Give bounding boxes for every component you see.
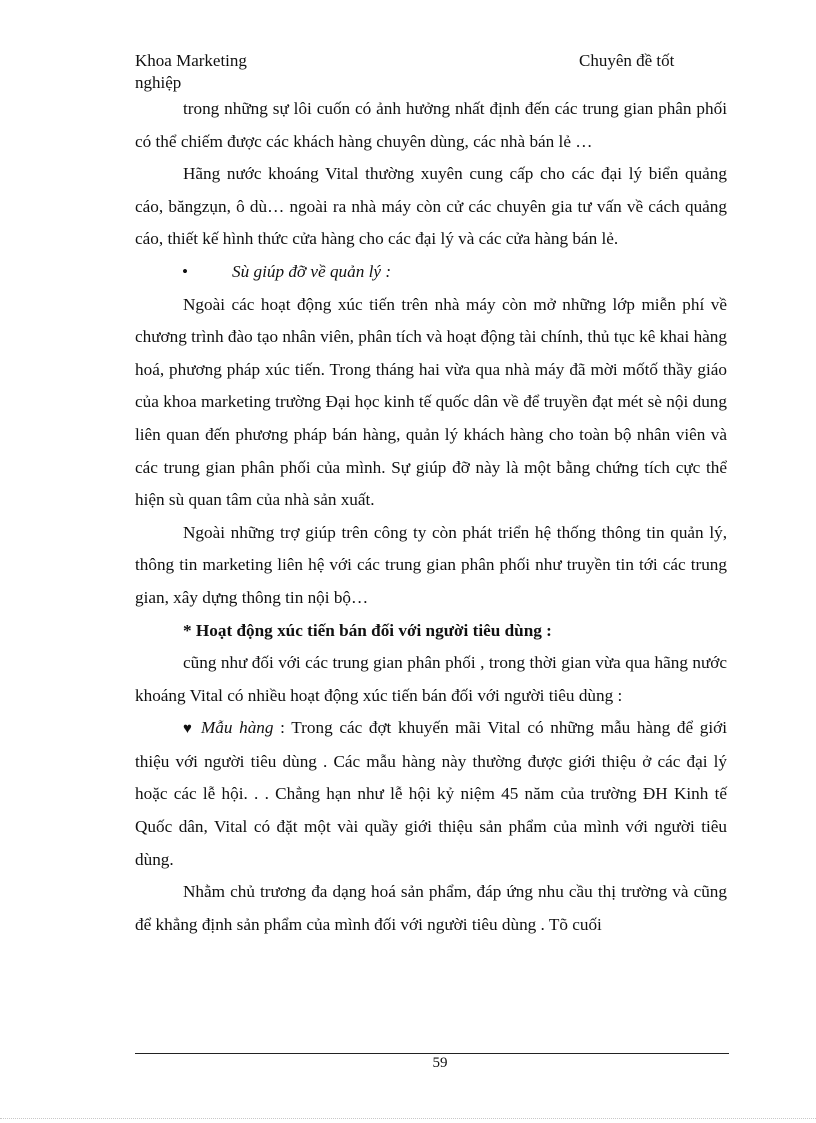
paragraph-distribution-attraction: trong những sự lôi cuốn có ảnh hưởng nhất định đến các trung gian phân phối có thể chiếm được các khách hàng chuyên dùng, các nhà bán lẻ … (135, 99, 727, 151)
heart-icon: ♥ (183, 721, 195, 738)
page-number: 59 (432, 1055, 448, 1071)
document-body (135, 93, 727, 941)
header-department: Khoa Marketing (135, 51, 247, 70)
paragraph-product-diversification: Nhằm chủ trương đa dạng hoá sản phẩm, đáp ứng nhu cầu thị trường và cũng để khẳng định sản phẩm của mình đối với người tiêu dùng . Tõ cuối (135, 882, 727, 934)
paragraph-consumer-promotion-intro: cũng như đối với các trung gian phân phối , trong thời gian vừa qua hãng nước khoáng Vital có nhiều hoạt động xúc tiến bán đối với người tiêu dùng : (135, 653, 727, 705)
section-heading-consumer-promotion: * Hoạt động xúc tiến bán đối với người tiêu dùng : (183, 620, 552, 640)
page-edge-divider (0, 1118, 816, 1119)
paragraph-vital-advertising-support: Hãng nước khoáng Vital thường xuyên cung cấp cho các đại lý biển quảng cáo, băngzụn, ô dù… ngoài ra nhà máy còn cử các chuyên gia tư vấn về cách quảng cáo, thiết kế hình thức cửa hàng cho các đại lý và các cửa hàng bán lẻ. (135, 164, 727, 249)
paragraph-samples (135, 712, 727, 876)
footer-divider (135, 1053, 729, 1054)
bullet-management-support (135, 256, 727, 289)
header-document-type: Chuyên đề tốt (579, 51, 675, 70)
bullet-icon: • (182, 261, 189, 281)
bullet-title: Sù giúp đỡ về quản lý : (232, 261, 392, 281)
samples-text: : Trong các đợt khuyến mãi Vital có những mẫu hàng để giới thiệu với người tiêu dùng . Các mẫu hàng này thường được giới thiệu ở các đại lý hoặc các lễ hội. . . Chẳng hạn như lễ hội kỷ niệm 45 năm của trường ĐH Kinh tế Quốc dân, Vital có đặt một vài quầy giới thiệu sản phẩm của mình với người tiêu dùng. (135, 718, 728, 869)
paragraph-training-programs: Ngoài các hoạt động xúc tiến trên nhà máy còn mở những lớp miễn phí về chương trình đào tạo nhân viên, phân tích và hoạt động tài chính, thủ tục kê khai hàng hoá, phương pháp xúc tiến. Trong tháng hai vừa qua nhà máy đã mời mốtố thầy giáo của khoa marketing trường Đại học kinh tế quốc dân về để truyền đạt mét sè nội dung liên quan đến phương pháp bán hàng, quản lý khách hàng cho toàn bộ nhân viên và các trung gian phân phối của mình. Sự giúp đỡ này là một bằng chứng tích cực thể hiện sù quan tâm của nhà sản xuất. (135, 294, 727, 510)
samples-label: Mẫu hàng (200, 718, 274, 738)
header-department-continued: nghiệp (135, 73, 182, 92)
paragraph-information-system: Ngoài những trợ giúp trên công ty còn phát triển hệ thống thông tin quản lý, thông tin marketing liên hệ với các trung gian phân phối như truyền tin tới các trung gian, xây dựng thông tin nội bộ… (135, 522, 727, 607)
